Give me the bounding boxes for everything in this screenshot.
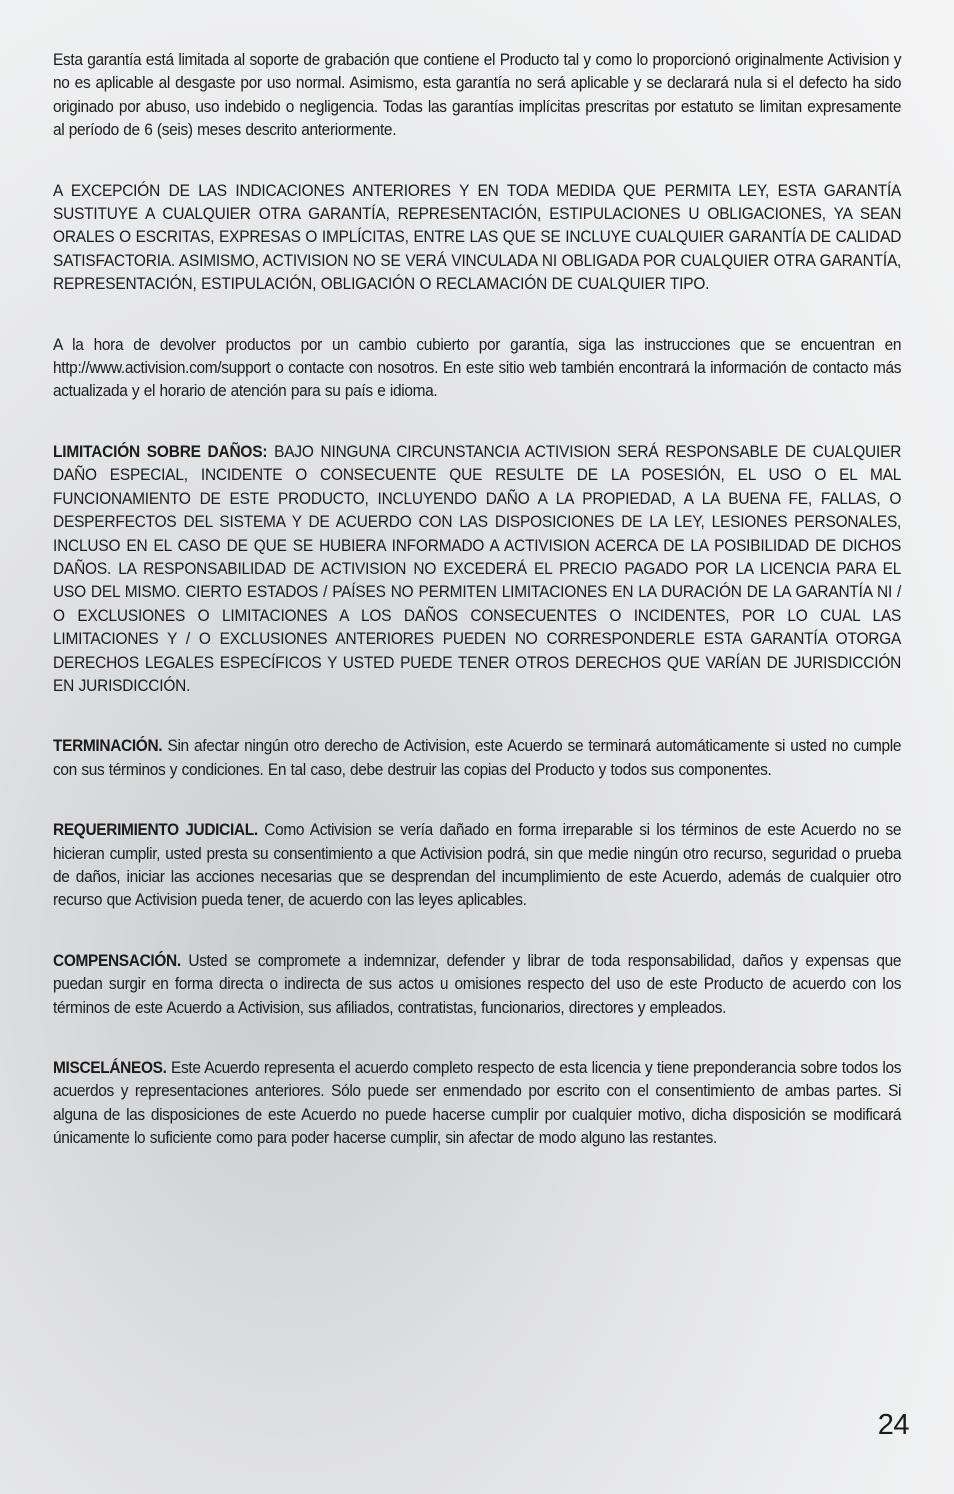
section-heading: MISCELÁNEOS. — [53, 1058, 167, 1077]
paragraph-warranty-limits — [53, 48, 901, 142]
paragraph-injunction — [53, 818, 901, 912]
paragraph-miscellaneous — [53, 1056, 901, 1150]
section-heading: TERMINACIÓN. — [53, 736, 163, 756]
section-heading: REQUERIMIENTO JUDICIAL. — [53, 820, 258, 840]
document-body — [53, 48, 901, 1187]
paragraph-product-returns — [53, 333, 901, 403]
page-number: 24 — [877, 1409, 909, 1441]
paragraph-text: Este Acuerdo representa el acuerdo completo respecto de esta licencia y tiene preponderancia sobre todos los acuerdos y representaciones anteriores. Sólo puede ser enmendado por escrito con el consentimiento de ambas partes. Si alguna de las disposiciones de este Acuerdo no puede hacerse cumplir por cualquier motivo, dicha disposición se modificará únicamente lo suficiente como para poder hacerse cumplir, sin afectar de modo alguno las restantes. — [53, 1058, 902, 1148]
paragraph-text: A EXCEPCIÓN DE LAS INDICACIONES ANTERIORES Y EN TODA MEDIDA QUE PERMITA LEY, ESTA GARANTÍA SUSTITUYE A CUALQUIER OTRA GARANTÍA, REPRESENTACIÓN, ESTIPULACIONES U OBLIGACIONES, YA SEAN ORALES O ESCRITAS, EXPRESAS O IMPLÍCITAS, ENTRE LAS QUE SE INCLUYE CUALQUIER GARANTÍA DE CALIDAD SATISFACTORIA. ASIMISMO, ACTIVISION NO SE VERÁ VINCULADA NI OBLIGADA POR CUALQUIER OTRA GARANTÍA, REPRESENTACIÓN, ESTIPULACIÓN, OBLIGACIÓN O RECLAMACIÓN DE CUALQUIER TIPO. — [53, 180, 902, 294]
paragraph-text: Esta garantía está limitada al soporte de grabación que contiene el Producto tal y como lo proporcionó originalmente Activision y no es aplicable al desgaste por uso normal. Asimismo, esta garantía no será aplicable y se declarará nula si el defecto ha sido originado por abuso, uso indebido o negligencia. Todas las garantías implícitas prescritas por estatuto se limitan expresamente al período de 6 (seis) meses descrito anteriormente. — [53, 50, 902, 140]
section-heading: LIMITACIÓN SOBRE DAÑOS: — [53, 441, 268, 461]
paragraph-damage-limitation — [53, 440, 901, 697]
paragraph-termination — [53, 734, 901, 781]
paragraph-text: Sin afectar ningún otro derecho de Activision, este Acuerdo se terminará automáticamente si usted no cumple con sus términos y condiciones. En tal caso, debe destruir las copias del Producto y todos sus componentes. — [53, 736, 902, 779]
paragraph-text: Usted se compromete a indemnizar, defender y librar de toda responsabilidad, daños y expensas que puedan surgir en forma directa o indirecta de sus actos u omisiones respecto del uso de este Producto de acuerdo con los términos de este Acuerdo a Activision, sus afiliados, contratistas, funcionarios, directores y empleados. — [53, 950, 902, 1017]
paragraph-indemnity — [53, 949, 901, 1019]
paragraph-warranty-exceptions — [53, 179, 901, 296]
paragraph-text: A la hora de devolver productos por un cambio cubierto por garantía, siga las instrucciones que se encuentran en http://www.activision.com/support o contacte con nosotros. En este sitio web también encontrará la información de contacto más actualizada y el horario de atención para su país e idioma. — [53, 334, 902, 401]
paragraph-text: BAJO NINGUNA CIRCUNSTANCIA ACTIVISION SERÁ RESPONSABLE DE CUALQUIER DAÑO ESPECIAL, INCIDENTE O CONSECUENTE QUE RESULTE DE LA POSESIÓN, EL USO O EL MAL FUNCIONAMIENTO DE ESTE PRODUCTO, INCLUYENDO DAÑO A LA PROPIEDAD, A LA BUENA FE, FALLAS, O DESPERFECTOS DEL SISTEMA Y DE ACUERDO CON LAS DISPOSICIONES DE LA LEY, LESIONES PERSONALES, INCLUSO EN EL CASO DE QUE SE HUBIERA INFORMADO A ACTIVISION ACERCA DE LA POSIBILIDAD DE DICHOS DAÑOS. LA RESPONSABILIDAD DE ACTIVISION NO EXCEDERÁ EL PRECIO PAGADO POR LA LICENCIA PARA EL USO DEL MISMO. CIERTO ESTADOS / PAÍSES NO PERMITEN LIMITACIONES EN LA DURACIÓN DE LA GARANTÍA NI / O EXCLUSIONES O LIMITACIONES A LOS DAÑOS CONSECUENTES O INCIDENTES, POR LO CUAL LAS LIMITACIONES Y / O EXCLUSIONES ANTERIORES PUEDEN NO CORRESPONDERLE ESTA GARANTÍA OTORGA DERECHOS LEGALES ESPECÍFICOS Y USTED PUEDE TENER OTROS DERECHOS QUE VARÍAN DE JURISDICCIÓN EN JURISDICCIÓN. — [53, 441, 902, 695]
paragraph-text: Como Activision se vería dañado en forma irreparable si los términos de este Acuerdo no se hicieran cumplir, usted presta su consentimiento a que Activision podrá, sin que medie ningún otro recurso, seguridad o prueba de daños, iniciar las acciones necesarias que se desprendan del incumplimiento de este Acuerdo, además de cualquier otro recurso que Activision pueda tener, de acuerdo con las leyes aplicables. — [53, 820, 902, 910]
section-heading: COMPENSACIÓN. — [53, 950, 181, 970]
